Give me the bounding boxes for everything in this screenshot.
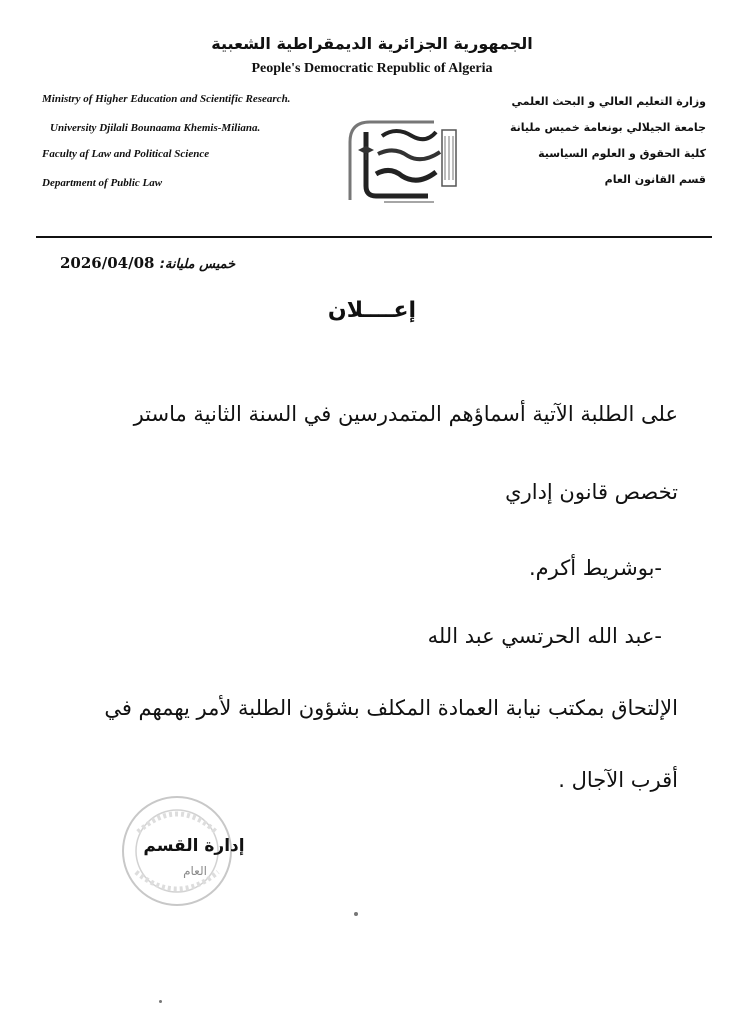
- country-name-arabic: الجمهورية الجزائرية الديمقراطية الشعبية: [211, 34, 533, 53]
- date-line: [60, 254, 235, 272]
- scan-speck: [354, 912, 358, 916]
- department-line-en: Department of Public Law: [42, 177, 163, 189]
- department-admin-subtitle: العام: [183, 864, 207, 878]
- announcement-line-1: على الطلبة الآتية أسماؤهم المتمدرسين في السنة الثانية ماستر: [133, 402, 678, 426]
- faculty-line-en: Faculty af Law and Political Science: [42, 148, 210, 160]
- university-logo-icon: [336, 108, 470, 208]
- department-line-ar: قسم القانون العام: [604, 173, 706, 186]
- announcement-line-2: تخصص قانون إداري: [505, 480, 678, 504]
- university-line-ar: جامعة الجيلالي بونعامة خميس مليانة: [509, 121, 706, 134]
- ministry-line-ar: وزارة التعليم العالي و البحث العلمي: [511, 95, 706, 108]
- date-value: 2026/04/08: [60, 254, 155, 272]
- student-name-1: -بوشريط أكرم.: [528, 556, 662, 580]
- date-label: خميس مليانة:: [159, 257, 236, 272]
- announcement-line-6: أقرب الآجال .: [558, 768, 678, 792]
- faculty-line-ar: كلية الحقوق و العلوم السياسية: [538, 147, 706, 160]
- announcement-line-5: الإلتحاق بمكتب نيابة العمادة المكلف بشؤون الطلبة لأمر يهمهم في: [104, 696, 678, 720]
- department-admin-title: إدارة القسم: [143, 836, 245, 856]
- country-name-english: People's Democratic Republic of Algeria: [251, 61, 493, 76]
- scan-speck: [159, 1000, 162, 1003]
- university-line-en: University Djilali Bounaama Khemis-Miliana.: [50, 122, 261, 134]
- announcement-title: إعــــلان: [327, 298, 417, 323]
- header-separator: [36, 236, 712, 238]
- student-name-2: -عبد الله الحرتسي عبد الله: [427, 624, 662, 648]
- ministry-line-en: Ministry of Higher Education and Scientific Research.: [42, 93, 291, 105]
